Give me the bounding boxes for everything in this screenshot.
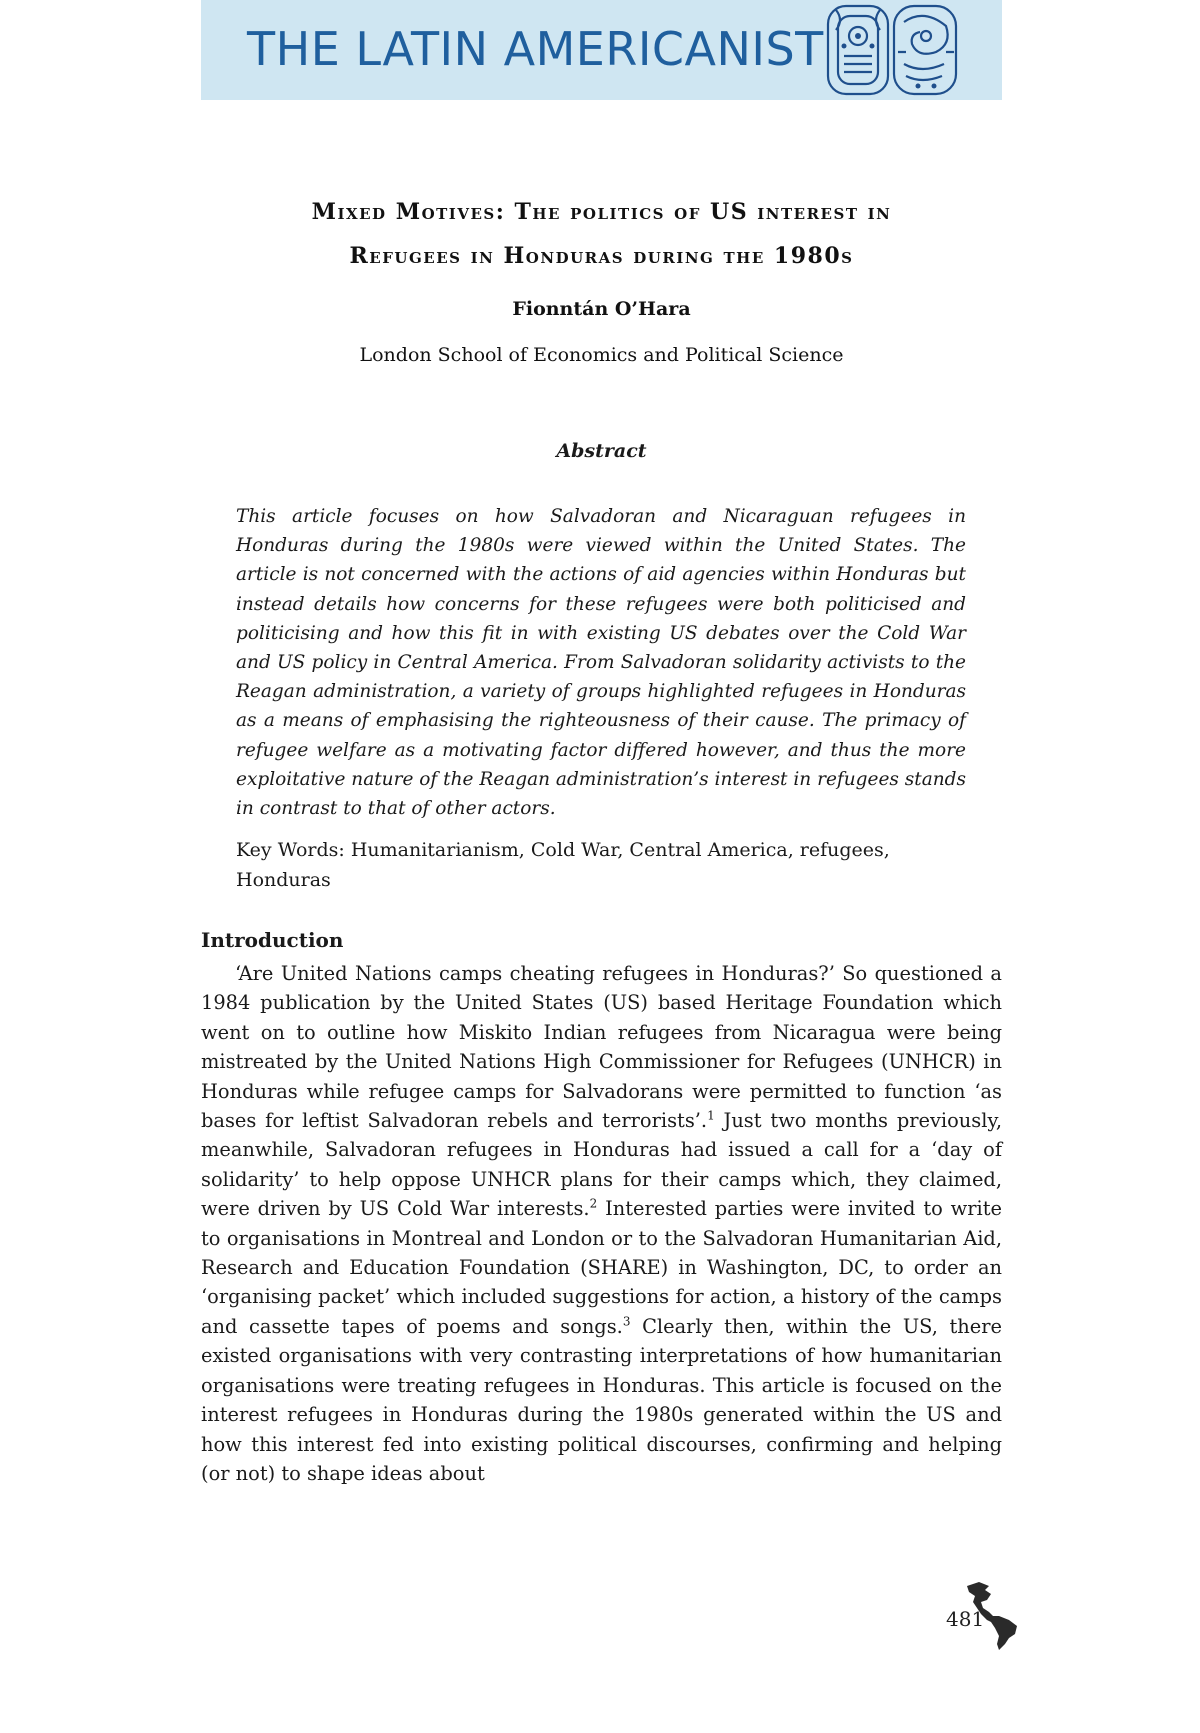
footnote-marker[interactable]: 3 [622, 1314, 631, 1329]
paragraph-segment: Just two months previously, meanwhile, Salvadoran refugees in Honduras had issued a call for a ‘day of solidarity’ to help oppose UNHCR plans for their camps which, they claimed, were driven by US Cold War interests. [201, 1109, 1002, 1221]
article-title-line-2: Refugees in Honduras during the 1980s [349, 243, 854, 269]
author-name: Fionntán O’Hara [512, 298, 691, 320]
mayan-glyph-icon [822, 2, 962, 98]
author-affiliation: London School of Economics and Political Science [359, 344, 844, 366]
abstract-text: This article focuses on how Salvadoran and Nicaraguan refugees in Honduras during the 1980s were viewed within the United States. The article is not concerned with the actions of aid agencies within Honduras but instead details how concerns for these refugees were both politicised and politicising and how this fit in with existing US debates over the Cold War and US policy in Central America. From Salvadoran solidarity activists to the Reagan administration, a variety of groups highlighted refugees in Honduras as a means of emphasising the righteousness of their cause. The primacy of refugee welfare as a motivating factor differed however, and thus the more exploitative nature of the Reagan administration’s interest in refugees stands in contrast to that of other actors. [236, 506, 966, 820]
paragraph-segment: Interested parties were invited to write to organisations in Montreal and London or to the Salvadoran Humanitarian Aid, Research and Education Foundation (SHARE) in Washington, DC, to order an ‘organising packet’ which included suggestions for action, a history of the camps and cassette tapes of poems and songs. [201, 1197, 1002, 1338]
page-number: 481 [946, 1607, 985, 1631]
footnote-marker[interactable]: 2 [589, 1196, 598, 1211]
footnote-marker[interactable]: 1 [707, 1108, 715, 1123]
keywords: Key Words: Humanitarianism, Cold War, Central America, refugees, Honduras [236, 839, 890, 891]
journal-title: THE LATIN AMERICANIST [247, 22, 824, 76]
paragraph-segment: ‘Are United Nations camps cheating refugees in Honduras?’ So questioned a 1984 publication by the United States (US) based Heritage Foundation which went on to outline how Miskito Indian refugees from Nicaragua were being mistreated by the United Nations High Commissioner for Refugees (UNHCR) in Honduras while refugee camps for Salvadorans were permitted to function ‘as bases for leftist Salvadoran rebels and terrorists’. [201, 962, 1002, 1133]
article-title-line-1: Mixed Motives: The politics of US interest in [311, 199, 892, 225]
article-title [201, 190, 1002, 278]
abstract-heading: Abstract [556, 440, 647, 462]
section-heading-introduction: Introduction [201, 928, 344, 952]
introduction-paragraph [201, 959, 1002, 1488]
journal-masthead [201, 0, 1002, 100]
americas-map-icon [965, 1580, 1023, 1652]
paragraph-segment: Clearly then, within the US, there existed organisations with very contrasting interpretations of how humanitarian organisations were treating refugees in Honduras. This article is focused on the interest refugees in Honduras during the 1980s generated within the US and how this interest fed into existing political discourses, confirming and helping (or not) to shape ideas about [201, 1314, 1002, 1485]
